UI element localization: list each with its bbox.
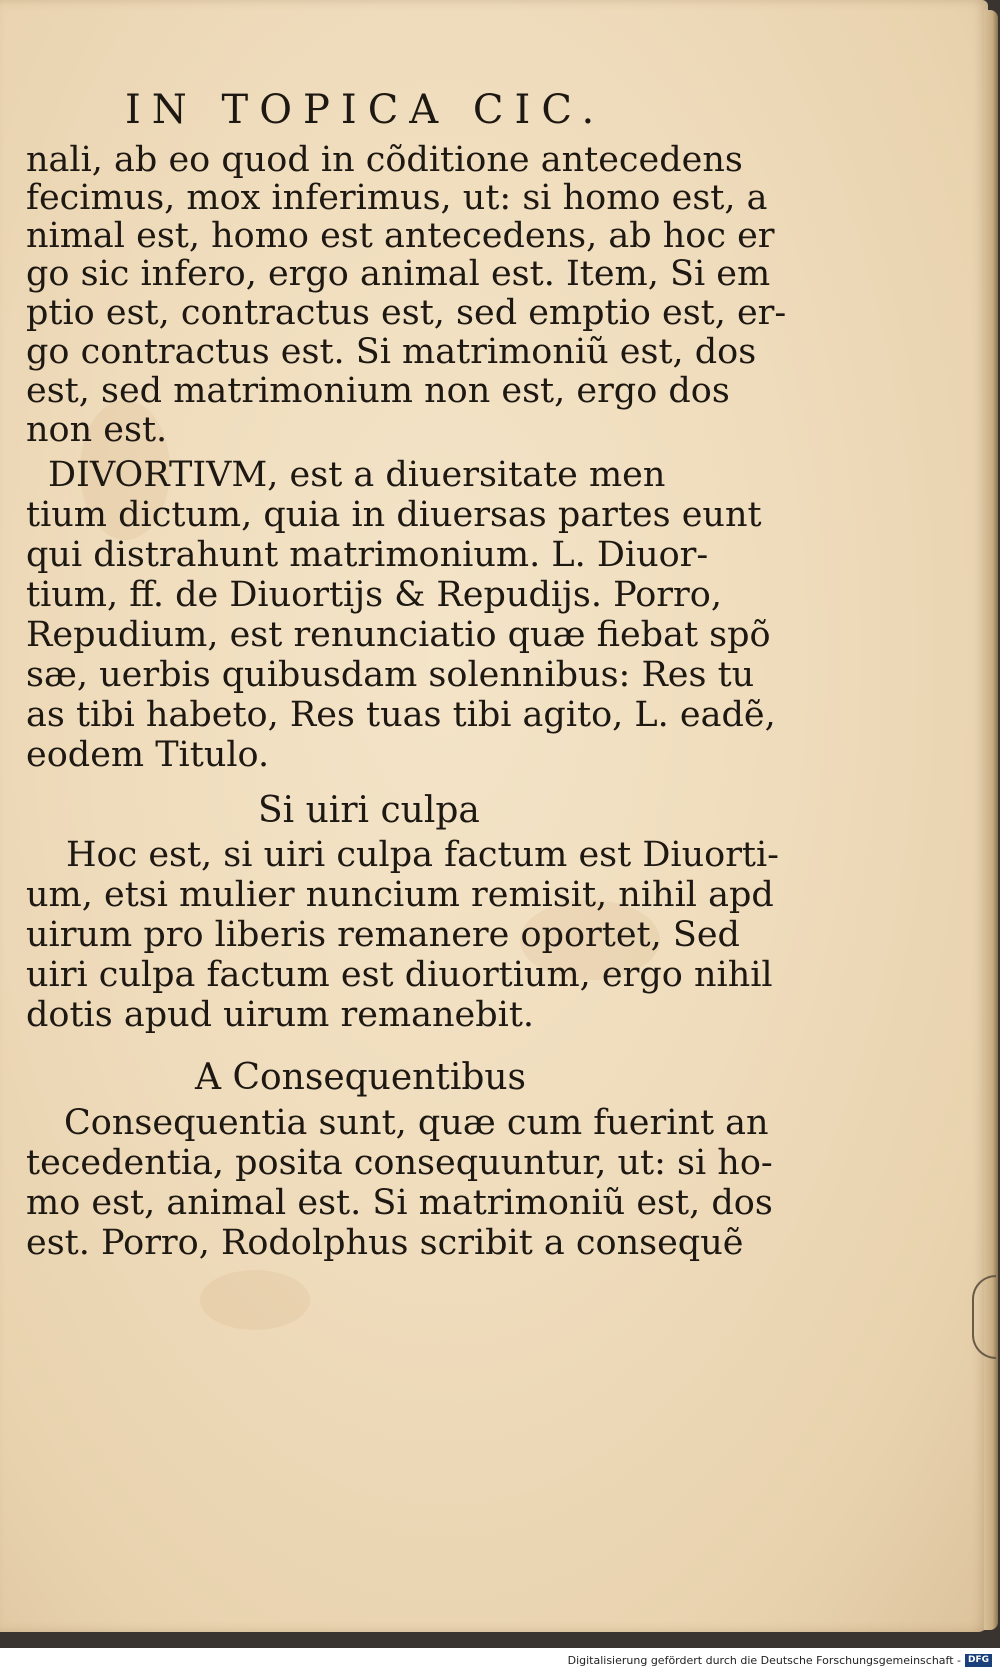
text-line: go contractus est. Si matrimoniũ est, dos xyxy=(26,332,757,372)
text-line: uirum pro liberis remanere oportet, Sed xyxy=(26,915,740,955)
text-line: est. Porro, Rodolphus scribit a consequẽ xyxy=(26,1223,744,1263)
section-heading: Si uiri culpa xyxy=(258,790,480,831)
text-line: uiri culpa factum est diuortium, ergo nihil xyxy=(26,955,773,995)
page-edge xyxy=(984,10,998,1630)
text-line: tium, ff. de Diuortijs & Repudijs. Porro, xyxy=(26,575,722,615)
text-line: um, etsi mulier nuncium remisit, nihil apd xyxy=(26,875,774,915)
text-line: eodem Titulo. xyxy=(26,735,270,775)
text-line: Consequentia sunt, quæ cum fuerint an xyxy=(64,1103,769,1143)
text-line: sæ, uerbis quibusdam solennibus: Res tu xyxy=(26,655,755,695)
text-line: nali, ab eo quod in cõditione antecedens xyxy=(26,140,743,180)
text-line: as tibi habeto, Res tuas tibi agito, L. eadẽ, xyxy=(26,695,776,735)
running-head: IN TOPICA CIC. xyxy=(125,87,606,133)
text-line: Repudium, est renunciatio quæ fiebat spõ xyxy=(26,615,771,655)
text-line: qui distrahunt matrimonium. L. Diuor- xyxy=(26,535,709,575)
text-line: mo est, animal est. Si matrimoniũ est, dos xyxy=(26,1183,773,1223)
text-line: nimal est, homo est antecedens, ab hoc er xyxy=(26,216,775,256)
text-line: tecedentia, posita consequuntur, ut: si ho- xyxy=(26,1143,773,1183)
page-tab xyxy=(972,1275,996,1359)
text-line: tium dictum, quia in diuersas partes eunt xyxy=(26,495,762,535)
credit-text: Digitalisierung gefördert durch die Deutsche Forschungsgemeinschaft - xyxy=(567,1654,961,1667)
text-line: non est. xyxy=(26,410,168,450)
text-line: dotis apud uirum remanebit. xyxy=(26,995,535,1035)
dfg-logo: DFG xyxy=(965,1654,992,1667)
section-heading: A Consequentibus xyxy=(195,1057,527,1098)
digitization-credit xyxy=(568,1654,992,1667)
text-line: Hoc est, si uiri culpa factum est Diuorti- xyxy=(66,835,780,875)
text-line: ptio est, contractus est, sed emptio est, er- xyxy=(26,293,787,333)
text-line: est, sed matrimonium non est, ergo dos xyxy=(26,371,730,411)
text-line: fecimus, mox inferimus, ut: si homo est, a xyxy=(26,178,768,218)
text-line: DIVORTIVM, est a diuersitate men xyxy=(48,455,666,495)
text-line: go sic infero, ergo animal est. Item, Si em xyxy=(26,254,771,294)
